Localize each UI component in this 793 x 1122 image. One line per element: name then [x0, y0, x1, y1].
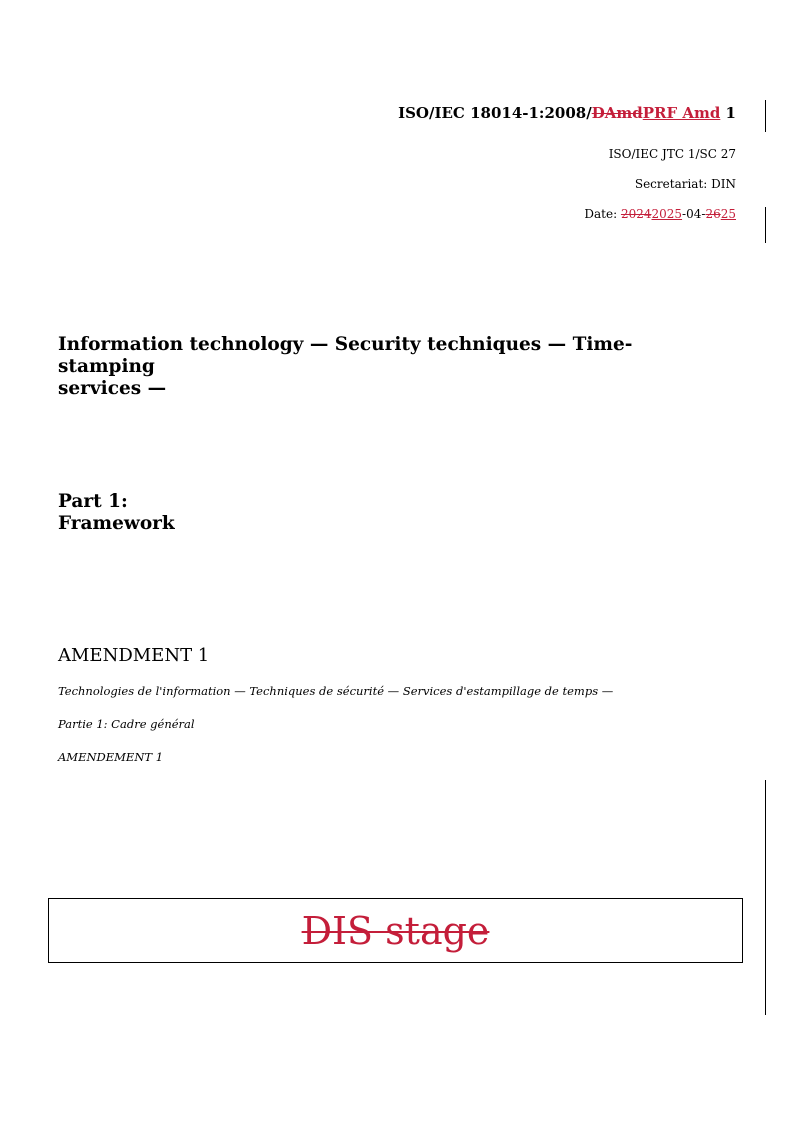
document-reference: [398, 104, 736, 122]
docref-prefix: ISO/IEC 18014-1:2008/: [398, 104, 592, 122]
title-line: Information technology — Security techniques — Time-stamping: [58, 334, 633, 377]
docref-suffix: 1: [720, 104, 736, 122]
stage-box: [48, 898, 743, 963]
change-bar: [765, 100, 766, 132]
secretariat: Secretariat: DIN: [634, 177, 736, 191]
date-label: Date:: [584, 207, 621, 221]
stage-label: DIS stage: [301, 908, 490, 953]
change-bar: [765, 780, 766, 1015]
date-year-inserted: 2025: [651, 207, 683, 221]
french-title: Technologies de l'information — Techniques de sécurité — Services d'estampillage de temps —: [58, 684, 614, 698]
date-month: -04-: [682, 207, 706, 221]
french-amendment: AMENDEMENT 1: [58, 750, 164, 764]
docref-inserted-text: PRF Amd: [642, 104, 721, 122]
docref-deleted-text: DAmd: [591, 104, 643, 122]
french-part: Partie 1: Cadre général: [58, 717, 195, 731]
date-day-inserted: 25: [720, 207, 736, 221]
part-name: Framework: [58, 513, 175, 534]
date-day-deleted: 26: [705, 207, 721, 221]
part-title: [58, 491, 175, 535]
amendment-label: AMENDMENT 1: [58, 645, 210, 666]
title-line: services —: [58, 378, 167, 399]
document-date: [584, 207, 736, 221]
committee-designation: ISO/IEC JTC 1/SC 27: [608, 147, 736, 161]
part-number: Part 1:: [58, 491, 128, 512]
date-year-deleted: 2024: [620, 207, 652, 221]
change-bar: [765, 207, 766, 243]
document-title: [58, 334, 718, 400]
